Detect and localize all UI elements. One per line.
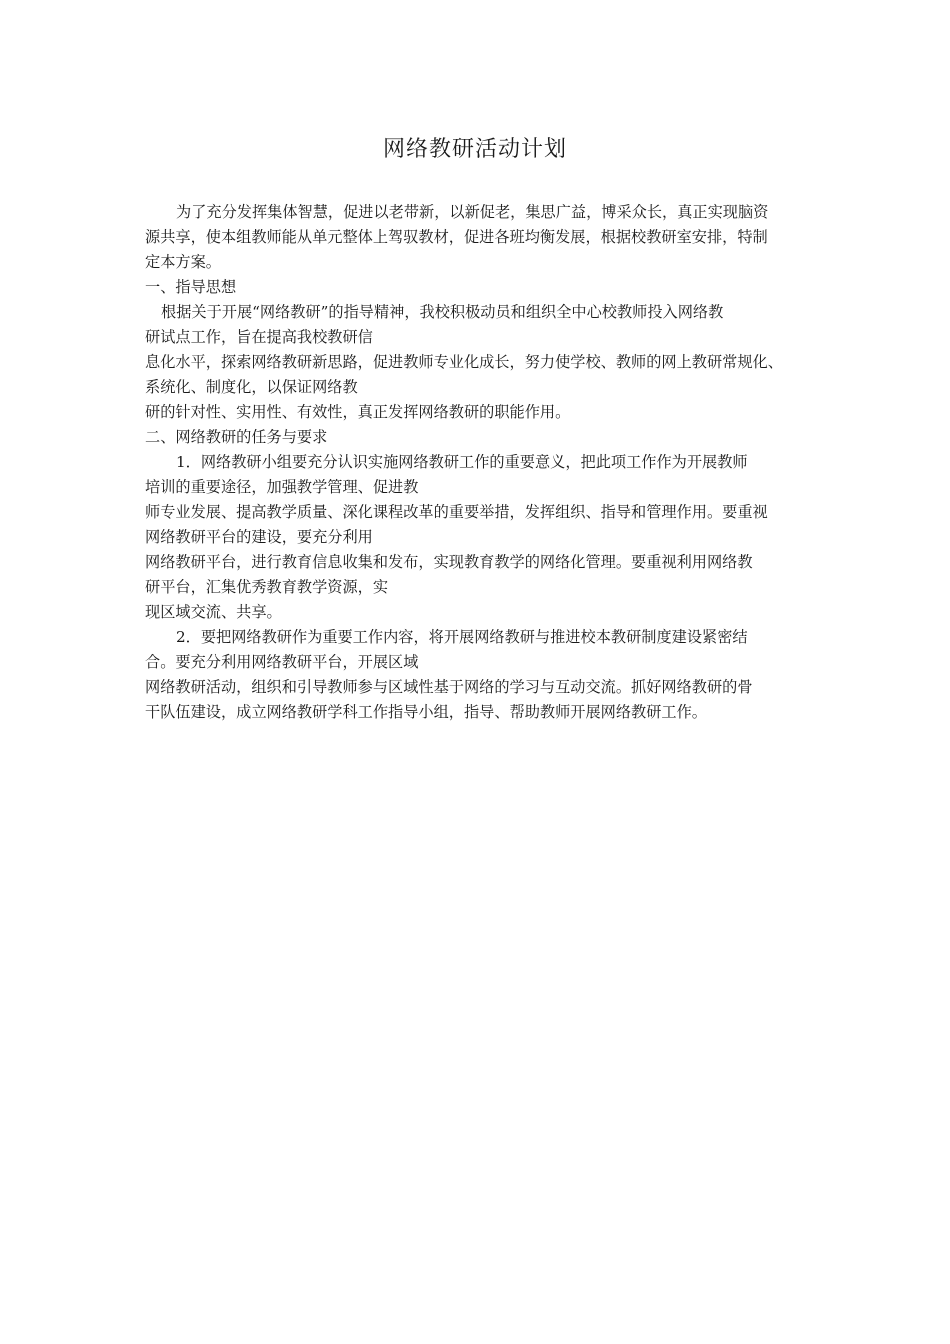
paragraph-line: 研平台，汇集优秀教育教学资源，实 — [145, 578, 388, 596]
paragraph-line: 根据关于开展“网络教研”的指导精神，我校积极动员和组织全中心校教师投入网络教 — [161, 303, 724, 321]
paragraph-line: 合。要充分利用网络教研平台，开展区域 — [145, 653, 419, 671]
paragraph-line: 现区域交流、共享。 — [145, 603, 282, 621]
paragraph-line: 网络教研平台，进行教育信息收集和发布，实现教育教学的网络化管理。要重视利用网络教 — [145, 553, 753, 571]
paragraph-line: 网络教研活动，组织和引导教师参与区域性基于网络的学习与互动交流。抓好网络教研的骨 — [145, 678, 753, 696]
document-title: 网络教研活动计划 — [382, 137, 567, 162]
section-heading: 一、指导思想 — [145, 278, 237, 296]
paragraph-line: 系统化、制度化，以保证网络教 — [145, 378, 358, 396]
paragraph-line: 定本方案。 — [145, 253, 221, 271]
paragraph-line: 2．要把网络教研作为重要工作内容，将开展网络教研与推进校本教研制度建设紧密结 — [176, 628, 748, 646]
paragraph-line: 息化水平，探索网络教研新思路，促进教师专业化成长，努力使学校、教师的网上教研常规化、 — [145, 353, 783, 371]
paragraph-line: 网络教研平台的建设，要充分利用 — [145, 528, 373, 546]
paragraph-line: 干队伍建设，成立网络教研学科工作指导小组，指导、帮助教师开展网络教研工作。 — [145, 703, 707, 721]
paragraph-line: 研试点工作，旨在提高我校教研信 — [145, 328, 373, 346]
paragraph-line: 源共享，使本组教师能从单元整体上驾驭教材，促进各班均衡发展，根据校教研室安排，特制 — [145, 228, 768, 246]
paragraph-line: 为了充分发挥集体智慧，促进以老带新，以新促老，集思广益，博采众长，真正实现脑资 — [176, 203, 769, 221]
paragraph-line: 培训的重要途径，加强教学管理、促进教 — [145, 478, 419, 496]
paragraph-line: 师专业发展、提高教学质量、深化课程改革的重要举措，发挥组织、指导和管理作用。要重视 — [145, 503, 768, 521]
paragraph-line: 1．网络教研小组要充分认识实施网络教研工作的重要意义，把此项工作作为开展教师 — [176, 453, 748, 471]
paragraph-line: 研的针对性、实用性、有效性，真正发挥网络教研的职能作用。 — [145, 403, 571, 421]
section-heading: 二、网络教研的任务与要求 — [145, 428, 328, 446]
document-body — [145, 200, 835, 725]
